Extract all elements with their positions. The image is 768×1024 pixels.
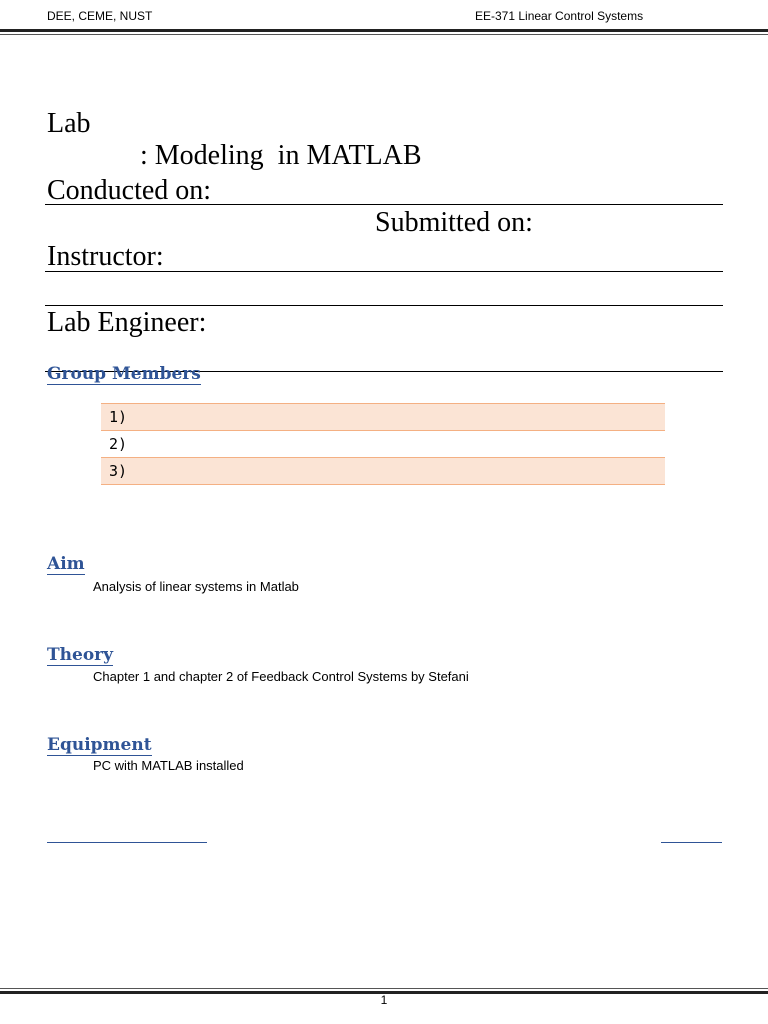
member-number: 3) (109, 462, 128, 480)
theory-text: Chapter 1 and chapter 2 of Feedback Control Systems by Stefani (93, 669, 469, 684)
group-members-heading: Group Members (47, 364, 201, 384)
right-blue-divider (661, 842, 722, 843)
engineer-line (45, 275, 723, 372)
member-number: 2) (109, 435, 128, 453)
equipment-heading: Equipment (47, 735, 152, 755)
page-number: 1 (380, 993, 388, 1007)
conducted-label: Conducted on: (47, 175, 212, 206)
header-rule-thick (0, 29, 768, 32)
footer-rule-thin (0, 988, 768, 989)
header-left: DEE, CEME, NUST (47, 9, 153, 23)
group-members-table (101, 403, 665, 485)
engineer-label: Lab Engineer: (47, 307, 207, 338)
submitted-label: Submitted on: (375, 207, 533, 238)
instructor-label: Instructor: (47, 241, 164, 272)
member-row (101, 403, 665, 431)
member-number: 1) (109, 408, 128, 426)
left-blue-divider (47, 842, 207, 843)
member-row (101, 457, 665, 485)
header-right: EE-371 Linear Control Systems (475, 9, 644, 23)
aim-text: Analysis of linear systems in Matlab (93, 579, 299, 594)
lab-label: Lab (47, 108, 91, 139)
theory-heading: Theory (47, 645, 113, 665)
header-rule-thin (0, 34, 768, 35)
equipment-text: PC with MATLAB installed (93, 758, 244, 773)
lab-title: : Modeling in MATLAB (140, 140, 422, 171)
member-row (101, 431, 665, 457)
aim-heading: Aim (47, 554, 85, 574)
